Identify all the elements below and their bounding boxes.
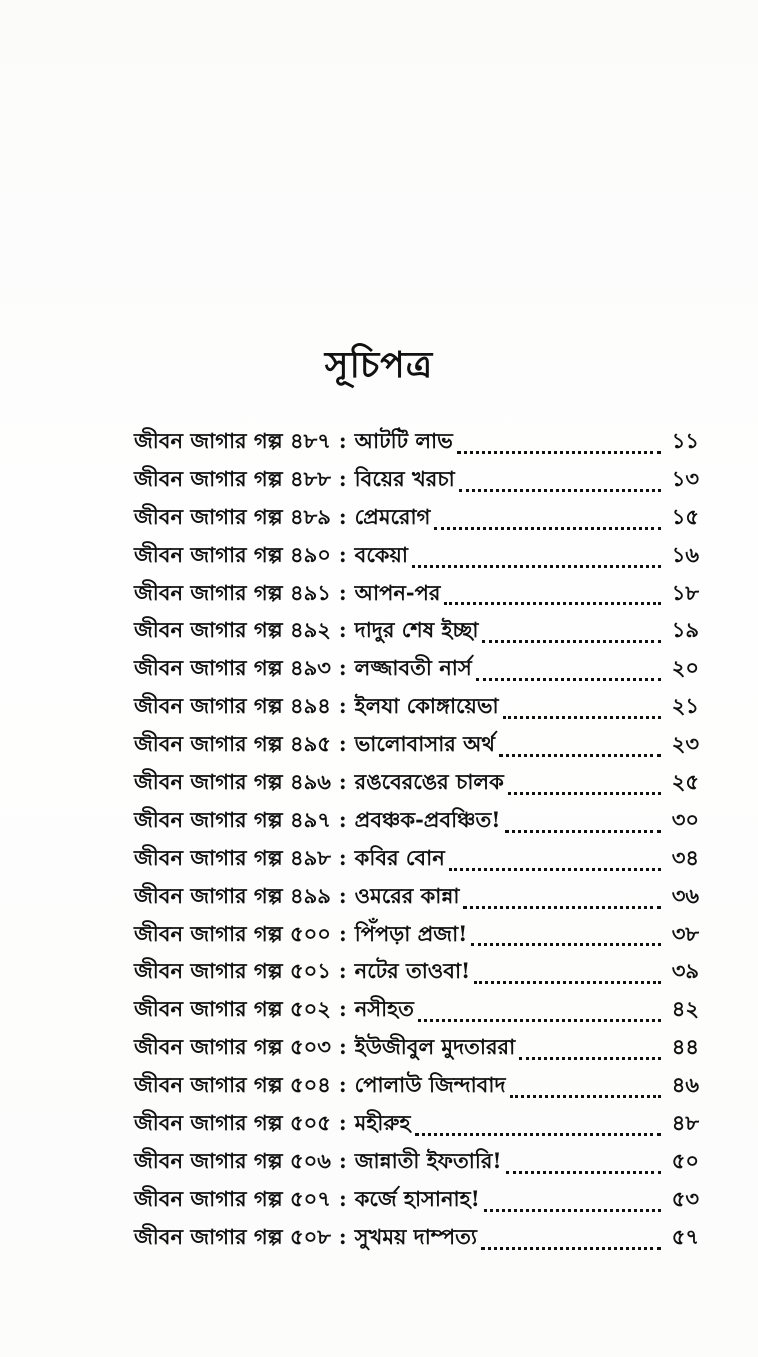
toc-series-label: জীবন জাগার গল্প ৫০৫ <box>134 1110 331 1136</box>
toc-series-label: জীবন জাগার গল্প ৪৯১ <box>134 579 331 605</box>
toc-separator: : <box>338 579 347 605</box>
toc-separator: : <box>338 541 347 567</box>
toc-story-title: নটের তাওবা! <box>354 958 471 984</box>
toc-dot-leader <box>459 489 661 492</box>
toc-entry <box>134 728 699 766</box>
toc-entry <box>134 539 699 577</box>
toc-series-label: জীবন জাগার গল্প ৪৮৯ <box>134 503 331 529</box>
toc-series-label: জীবন জাগার গল্প ৫০৭ <box>134 1185 331 1211</box>
toc-page-number: ৩৯ <box>671 958 699 984</box>
toc-separator: : <box>338 731 347 757</box>
toc-page-number: ৫০ <box>671 1147 699 1173</box>
toc-dot-leader <box>476 678 661 681</box>
toc-series-label: জীবন জাগার গল্প ৪৯৬ <box>134 769 331 795</box>
toc-entry <box>134 1183 699 1221</box>
toc-dot-leader <box>418 1019 661 1022</box>
toc-series-label: জীবন জাগার গল্প ৫০২ <box>134 996 331 1022</box>
toc-page-number: ১৫ <box>671 503 699 529</box>
toc-entry <box>134 918 699 956</box>
toc-story-title: কর্জে হাসানাহ! <box>354 1185 480 1211</box>
toc-entry <box>134 1069 699 1107</box>
toc-separator: : <box>338 1223 347 1249</box>
toc-page-number: ৪৬ <box>671 1072 699 1098</box>
toc-entry <box>134 425 699 463</box>
toc-entry <box>134 880 699 918</box>
toc-dot-leader <box>481 1247 661 1250</box>
toc-separator: : <box>338 465 347 491</box>
toc-entry <box>134 652 699 690</box>
toc-series-label: জীবন জাগার গল্প ৫০৬ <box>134 1147 331 1173</box>
toc-story-title: আটটি লাভ <box>354 428 453 453</box>
toc-entry <box>134 1031 699 1069</box>
toc-entry <box>134 766 699 804</box>
toc-series-label: জীবন জাগার গল্প ৪৯২ <box>134 617 331 643</box>
toc-separator: : <box>338 769 347 795</box>
toc-page-number: ৩৬ <box>671 882 699 908</box>
toc-entry <box>134 501 699 539</box>
toc-dot-leader <box>449 868 661 871</box>
toc-page-number: ২০ <box>671 655 699 681</box>
toc-separator: : <box>338 693 347 719</box>
toc-separator: : <box>338 882 347 908</box>
toc-story-title: পিঁপড়া প্রজা! <box>354 920 468 946</box>
toc-series-label: জীবন জাগার গল্প ৪৮৭ <box>134 428 331 453</box>
toc-story-title: রঙবেরঙের চালক <box>354 769 504 795</box>
toc-story-title: মহীরুহ <box>354 1110 411 1136</box>
toc-separator: : <box>338 617 347 643</box>
toc-entry <box>134 577 699 615</box>
toc-series-label: জীবন জাগার গল্প ৫০০ <box>134 920 331 946</box>
toc-page-number: ৩০ <box>671 806 699 832</box>
toc-dot-leader <box>508 792 661 795</box>
toc-separator: : <box>338 1034 347 1060</box>
toc-dot-leader <box>499 754 661 757</box>
toc-page-number: ৩৪ <box>671 844 699 870</box>
toc-entry <box>134 955 699 993</box>
toc-series-label: জীবন জাগার গল্প ৫০৮ <box>134 1223 331 1249</box>
toc-separator: : <box>338 428 347 453</box>
toc-story-title: কবির বোন <box>354 844 445 870</box>
toc-dot-leader <box>482 640 661 643</box>
toc-series-label: জীবন জাগার গল্প ৪৯৮ <box>134 844 331 870</box>
toc-series-label: জীবন জাগার গল্প ৪৯৪ <box>134 693 331 719</box>
toc-story-title: সুখময় দাম্পত্য <box>354 1223 477 1249</box>
toc-story-title: ওমরের কান্না <box>354 882 460 908</box>
toc-dot-leader <box>510 1095 662 1098</box>
toc-entry <box>134 1145 699 1183</box>
toc-story-title: আপন-পর <box>354 579 441 605</box>
toc-series-label: জীবন জাগার গল্প ৪৯৩ <box>134 655 331 681</box>
toc-story-title: জান্নাতী ইফতারি! <box>354 1147 502 1173</box>
toc-series-label: জীবন জাগার গল্প ৪৯৯ <box>134 882 331 908</box>
toc-story-title: বিয়ের খরচা <box>354 465 455 491</box>
toc-dot-leader <box>444 602 661 605</box>
toc-entry <box>134 804 699 842</box>
toc-separator: : <box>338 503 347 529</box>
toc-page-number: ১৯ <box>671 617 699 643</box>
toc-page-number: ৪৮ <box>671 1110 699 1136</box>
toc-series-label: জীবন জাগার গল্প ৪৮৮ <box>134 465 331 491</box>
toc-page-number: ২১ <box>671 693 699 719</box>
toc-page-number: ১৩ <box>671 465 699 491</box>
toc-dot-leader <box>506 1171 661 1174</box>
toc-dot-leader <box>505 830 662 833</box>
toc-page-number: ৫৭ <box>671 1223 699 1249</box>
toc-story-title: প্রেমরোগ <box>354 503 431 529</box>
toc-story-title: দাদুর শেষ ইচ্ছা <box>354 617 479 643</box>
toc-separator: : <box>338 996 347 1022</box>
toc-series-label: জীবন জাগার গল্প ৪৯৫ <box>134 731 331 757</box>
toc-entry <box>134 463 699 501</box>
toc-dot-leader <box>457 451 661 454</box>
toc-entry <box>134 690 699 728</box>
toc-dot-leader <box>484 1209 661 1212</box>
toc-separator: : <box>338 1110 347 1136</box>
toc-separator: : <box>338 1147 347 1173</box>
toc-dot-leader <box>412 565 661 568</box>
toc-series-label: জীবন জাগার গল্প ৪৯৭ <box>134 806 331 832</box>
toc-separator: : <box>338 1185 347 1211</box>
toc-series-label: জীবন জাগার গল্প ৫০১ <box>134 958 331 984</box>
toc-story-title: পোলাউ জিন্দাবাদ <box>354 1072 506 1098</box>
toc-entry <box>134 1107 699 1145</box>
toc-dot-leader <box>434 527 661 530</box>
toc-separator: : <box>338 958 347 984</box>
toc-story-title: প্রবঞ্চক-প্রবঞ্চিত! <box>354 806 501 832</box>
toc-page-number: ৫৩ <box>671 1185 699 1211</box>
toc-story-title: ইলযা কোঙ্গায়েভা <box>354 693 499 719</box>
toc-dot-leader <box>471 943 661 946</box>
toc-series-label: জীবন জাগার গল্প ৪৯০ <box>134 541 331 567</box>
toc-story-title: ইউজীবুল মুদতাররা <box>354 1034 516 1060</box>
toc-entry <box>134 842 699 880</box>
toc-dot-leader <box>463 906 661 909</box>
toc-separator: : <box>338 844 347 870</box>
toc-page-number: ৪২ <box>671 996 699 1022</box>
toc-story-title: বকেয়া <box>354 541 408 567</box>
toc-page-number: ৪৪ <box>671 1034 699 1060</box>
page-title: সূচিপত্র <box>324 344 434 386</box>
toc-page-number: ২৫ <box>671 769 699 795</box>
toc-entry <box>134 614 699 652</box>
toc-page-number: ৩৮ <box>671 920 699 946</box>
toc-story-title: লজ্জাবতী নার্স <box>354 655 472 681</box>
toc-page-number: ১৮ <box>671 579 699 605</box>
toc-dot-leader <box>415 1133 661 1136</box>
toc-separator: : <box>338 1072 347 1098</box>
toc-story-title: ভালোবাসার অর্থ <box>354 731 495 757</box>
toc-dot-leader <box>519 1057 661 1060</box>
toc-story-title: নসীহত <box>354 996 414 1022</box>
toc-separator: : <box>338 806 347 832</box>
toc-separator: : <box>338 655 347 681</box>
toc-page-number: ২৩ <box>671 731 699 757</box>
toc-dot-leader <box>503 716 661 719</box>
toc-dot-leader <box>474 981 661 984</box>
toc-series-label: জীবন জাগার গল্প ৫০৪ <box>134 1072 331 1098</box>
table-of-contents <box>134 425 699 1259</box>
toc-entry <box>134 993 699 1031</box>
toc-separator: : <box>338 920 347 946</box>
toc-page-number: ১৬ <box>671 541 699 567</box>
toc-series-label: জীবন জাগার গল্প ৫০৩ <box>134 1034 331 1060</box>
toc-entry <box>134 1221 699 1259</box>
toc-page-number: ১১ <box>671 428 699 453</box>
